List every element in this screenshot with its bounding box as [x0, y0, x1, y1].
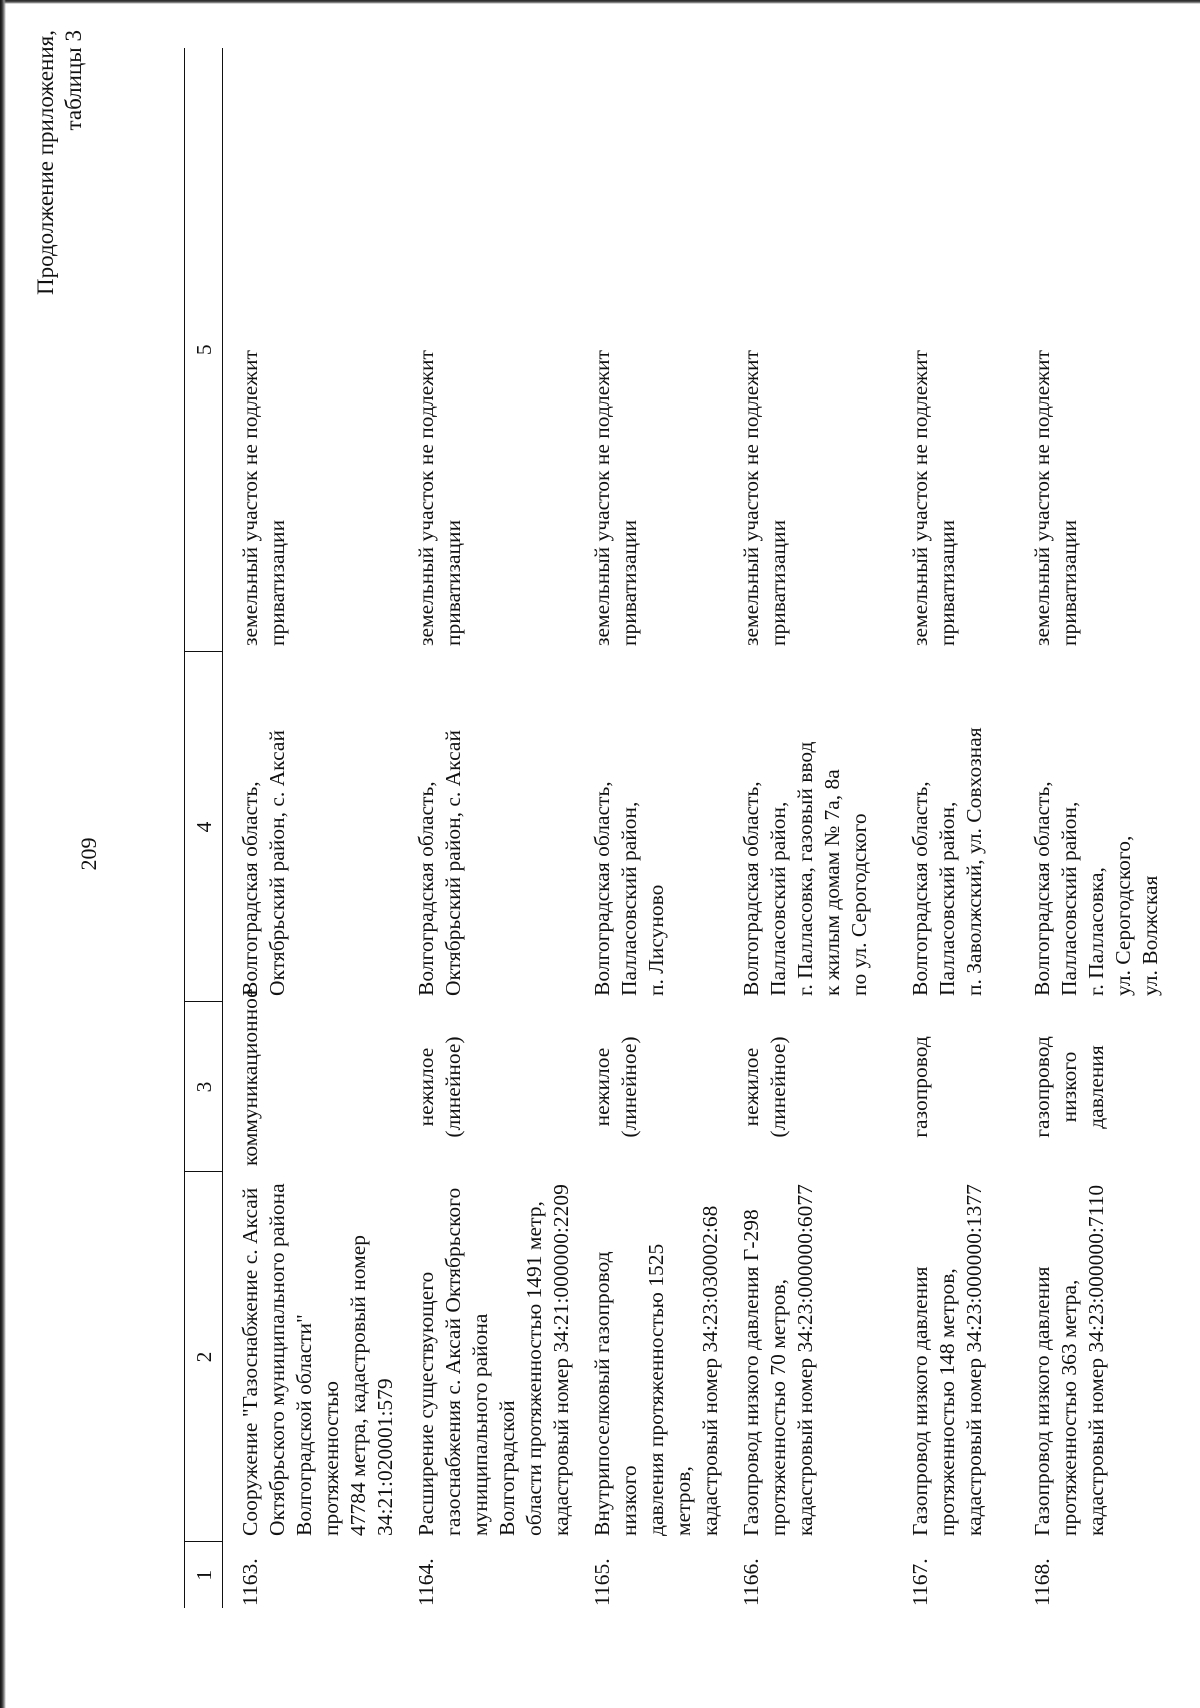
page-number: 209	[76, 837, 101, 871]
object-type: нежилое (линейное)	[590, 1036, 641, 1138]
table-header	[185, 48, 223, 1608]
object-note: земельный участок не подлежит приватизации	[590, 350, 641, 646]
row-number: 1167.	[908, 1558, 932, 1606]
object-note: земельный участок не подлежит приватизации	[414, 350, 465, 646]
row-number: 1164.	[414, 1558, 438, 1606]
table-row	[724, 48, 893, 1608]
table-row	[223, 48, 400, 1608]
table-row	[893, 48, 1015, 1608]
row-number: 1168.	[1030, 1558, 1054, 1606]
object-type: газопровод	[908, 1036, 932, 1138]
object-name: Сооружение "Газоснабжение с. Аксай Октябрьского муниципального района Волгоградской области" протяженностью 47784 метра, кадастровый номер 34:21:020001:579	[238, 1183, 397, 1536]
header-col-3: 3	[185, 1002, 223, 1172]
object-name: Газопровод низкого давления протяженностью 148 метров, кадастровый номер 34:23:000000:1377	[908, 1184, 986, 1536]
object-address: Волгоградская область, Палласовский район, п. Заволжский, ул. Совхозная	[908, 727, 986, 996]
header-col-4: 4	[185, 652, 223, 1002]
row-number: 1163.	[238, 1558, 262, 1606]
object-type: нежилое (линейное)	[414, 1036, 465, 1138]
object-address: Волгоградская область, Палласовский район, п. Лисуново	[590, 781, 668, 996]
registry-table	[184, 48, 1179, 1608]
object-type: коммуникационное	[238, 988, 262, 1166]
continuation-note	[32, 30, 88, 295]
object-address: Волгоградская область, Палласовский район, г. Палласовка, газовый ввод к жилым домам № 7а, 8а по ул. Серогодского	[739, 741, 871, 996]
row-number: 1165.	[590, 1558, 614, 1606]
continuation-line-2: таблицы 3	[61, 30, 86, 131]
object-note: земельный участок не подлежит приватизации	[238, 350, 289, 646]
table-body	[223, 48, 1180, 1608]
object-name: Газопровод низкого давления протяженностью 363 метра, кадастровый номер 34:23:000000:7110	[1030, 1184, 1108, 1536]
continuation-line-1: Продолжение приложения,	[33, 30, 58, 295]
object-note: земельный участок не подлежит приватизации	[908, 350, 959, 646]
header-col-1: 1	[185, 1542, 223, 1608]
object-type: нежилое (линейное)	[739, 1036, 790, 1138]
object-address: Волгоградская область, Октябрьский район, с. Аксай	[238, 730, 289, 996]
table-row	[575, 48, 724, 1608]
object-address: Волгоградская область, Палласовский район, г. Палласовка, ул. Серогодского, ул. Волжская	[1030, 781, 1162, 996]
header-row	[185, 48, 223, 1608]
header-col-2: 2	[185, 1172, 223, 1542]
row-number: 1166.	[739, 1558, 763, 1606]
table-row	[399, 48, 575, 1608]
object-note: земельный участок не подлежит приватизации	[739, 350, 790, 646]
object-note: земельный участок не подлежит приватизации	[1030, 350, 1081, 646]
object-name: Внутрипоселковый газопровод низкого давления протяженностью 1525 метров, кадастровый номер 34:23:030002:68	[590, 1205, 722, 1536]
object-address: Волгоградская область, Октябрьский район, с. Аксай	[414, 730, 465, 996]
object-name: Расширение существующего газоснабжения с. Аксай Октябрьского муниципального района Волгоградской области протяженностью 1491 метр, кадастровый номер 34:21:000000:2209	[414, 1184, 573, 1536]
object-name: Газопровод низкого давления Г-298 протяженностью 70 метров, кадастровый номер 34:23:000000:6077	[739, 1184, 817, 1536]
header-col-5: 5	[185, 48, 223, 652]
table-row	[1015, 48, 1179, 1608]
object-type: газопровод низкого давления	[1030, 1036, 1108, 1138]
